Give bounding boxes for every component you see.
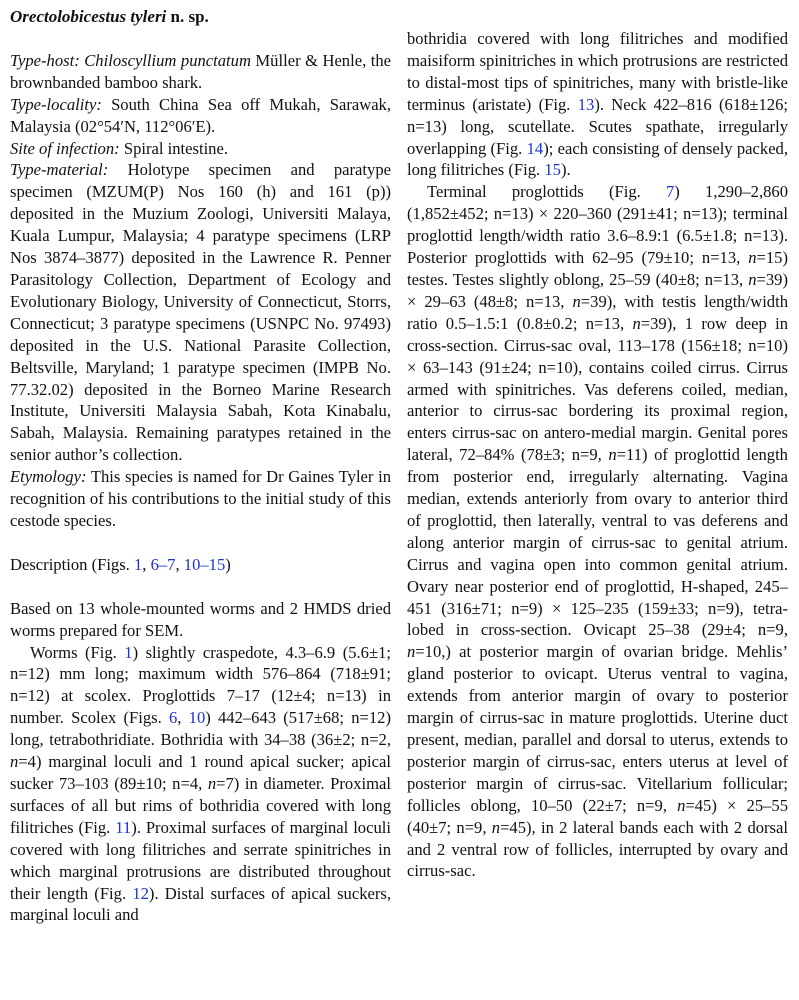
fig-link-12[interactable]: 12 xyxy=(132,883,149,903)
text-run: , xyxy=(177,708,189,728)
type-host-paragraph xyxy=(10,50,391,94)
type-host-label: Type-host: xyxy=(10,50,80,70)
text-run: =4) marginal loculi and 1 round apical sucker; apical sucker 73–103 (89±10; n=4, xyxy=(10,752,391,793)
site-of-infection-paragraph xyxy=(10,138,391,160)
italic-n: n xyxy=(207,774,217,793)
text-run: ). Proximal surfaces of marginal loculi covered with long filitriches and serrate spinitriches in which marginal protrusions are distributed throughout their length (Fig. xyxy=(10,817,391,903)
fig-link-6[interactable]: 6 xyxy=(169,708,178,728)
type-material-label: Type-material: xyxy=(10,160,109,180)
text-run: ) 442–643 (517±68; n=12) long, tetrabothridiate. Bothridia with 34–38 (36±2; n=2, xyxy=(10,708,391,750)
worms-paragraph xyxy=(10,642,391,927)
italic-n: n xyxy=(608,445,617,465)
separator: , xyxy=(175,554,184,574)
italic-n: n xyxy=(632,313,641,333)
etymology-paragraph xyxy=(10,466,391,532)
text-run: =11) of proglottid length from posterior end, irregularly alternating. Vagina median, extends anteriorly from ovary to anterior third of proglottid, then laterally, ventral to vas deferens and along anterior margin of cirrus-sac to genital atrium. Cirrus and vagina open into common genital atrium. Ovary near posterior end of proglottid, H-shaped, 245–451 (316±71; n=9) × 125–235 (159±33; n=9), tetra-lobed in cross-section. Ovicapt 25–38 (29±4; n=9, xyxy=(407,445,788,640)
worms-paragraph-continued xyxy=(407,28,788,181)
site-of-infection-text: Spiral intestine. xyxy=(119,138,228,158)
italic-n: n xyxy=(677,795,686,815)
type-material-text: Holotype specimen and paratype specimen (MZUM(P) Nos 160 (h) and 161 (p)) deposited in the Muzium Zoologi, Universiti Malaya, Kuala Lumpur, Malaysia; 4 paratype specimens (LRP Nos 3874–3877) deposited in the Lawrence R. Penner Parasitology Collection, Department of Ecology and Evolutionary Biology, University of Connecticut, Storrs, Connecticut; 3 paratype specimens (USNPC No. 97493) deposited in the U.S. National Parasite Collection, Beltsville, Maryland; 1 paratype specimen (IMPB No. 77.32.02) deposited in the Borneo Marine Research Institute, Universiti Malaysia Sabah, Kota Kinabalu, Sabah, Malaysia. Remaining paratypes retained in the senior author’s collection. xyxy=(10,160,391,465)
text-run: =45), in 2 lateral bands each with 2 dorsal and 2 ventral row of follicles, interrupted by ovary and cirrus-sac. xyxy=(407,817,788,881)
italic-n: n xyxy=(10,752,19,772)
spacer xyxy=(10,576,391,598)
terminal-proglottids-paragraph xyxy=(407,181,788,882)
basis-paragraph: Based on 13 whole-mounted worms and 2 HMDS dried worms prepared for SEM. xyxy=(10,598,391,640)
text-run: ) 1,290–2,860 (1,852±452; n=13) × 220–360 (291±41; n=13); terminal proglottid length/width ratio 3.6–8.9:1 (6.5±1.8; n=13). Posterior proglottids with 62–95 (79±10; n=13, xyxy=(407,182,788,268)
type-material-paragraph xyxy=(10,159,391,466)
type-host-text: Müller & Henle, the brownbanded bamboo shark. xyxy=(10,50,391,92)
text-run: ). xyxy=(560,160,571,180)
text-run: =15) testes. Testes slightly oblong, 25–59 (40±8; n=13, xyxy=(407,248,788,289)
text-run: Worms (Fig. xyxy=(30,642,125,662)
right-column xyxy=(407,28,788,882)
fig-link-14[interactable]: 14 xyxy=(526,138,544,158)
italic-n: n xyxy=(407,642,416,662)
type-locality-text: South China Sea off Mukah, Sarawak, Malaysia (02°54′N, 112°06′E). xyxy=(10,94,391,136)
type-locality-paragraph xyxy=(10,94,391,138)
text-run: =39), 1 row deep in cross-section. Cirrus-sac oval, 113–178 (156±18; n=10) × 63–143 (91±24; n=10), contains coiled cirrus. Cirrus armed with spinitriches. Vas deferens coiled, median, anterior to cirrus-sac bordering its proximal region, enters cirrus-sac on antero-medial margin. Genital pores lateral, 72–84% (78±3; n=9, xyxy=(407,313,788,465)
text-run: =45) × 25–55 (40±7; n=9, xyxy=(407,795,789,837)
fig-link-10[interactable]: 10 xyxy=(188,708,206,728)
species-title xyxy=(10,6,391,28)
fig-link-1[interactable]: 1 xyxy=(124,642,133,662)
etymology-text: This species is named for Dr Gaines Tyler in recognition of his contributions to the initial study of this cestode species. xyxy=(10,467,391,530)
fig-link-11[interactable]: 11 xyxy=(115,817,132,837)
fig-link-13[interactable]: 13 xyxy=(577,94,595,114)
species-name: Orectolobicestus tyleri xyxy=(10,7,167,26)
text-run: ); each consisting of densely packed, long filitriches (Fig. xyxy=(407,138,788,180)
species-suffix: n. sp. xyxy=(166,7,209,26)
fig-link-1[interactable]: 1 xyxy=(133,554,143,574)
italic-n: n xyxy=(491,817,501,837)
text-run: =7) in diameter. Proximal surfaces of all but rims of bothridia covered with long filitriches (Fig. xyxy=(10,774,392,837)
text-run: =39) × 29–63 (48±8; n=13, xyxy=(407,269,788,311)
fig-link-6-7[interactable]: 6–7 xyxy=(150,554,176,574)
description-heading-prefix: Description (Figs. xyxy=(10,554,134,574)
text-run: bothridia covered with long filitriches and modified maisiform spinitriches in which protrusions are restricted to distal-most tips of spinitriches, many with bristle-like terminus (aristate) (Fig. xyxy=(407,29,788,114)
italic-n: n xyxy=(572,291,581,311)
text-run: Terminal proglottids (Fig. xyxy=(427,182,666,202)
fig-link-15[interactable]: 15 xyxy=(544,160,561,180)
italic-n: n xyxy=(748,248,757,268)
fig-link-7[interactable]: 7 xyxy=(666,182,675,202)
spacer xyxy=(10,532,391,554)
description-heading-suffix: ) xyxy=(225,554,231,574)
fig-link-10-15[interactable]: 10–15 xyxy=(183,554,226,574)
text-run: ). Neck 422–816 (618±126; n=13) long, scutellate. Scutes spathate, irregularly overlapping (Fig. xyxy=(407,94,788,158)
description-heading xyxy=(10,554,391,576)
type-locality-label: Type-locality: xyxy=(10,94,102,114)
etymology-label: Etymology: xyxy=(10,467,87,487)
host-species: Chiloscyllium punctatum xyxy=(84,50,251,70)
text-run: =10,) at posterior margin of ovarian bridge. Mehlis’ gland posterior to ovicapt. Uterus ventral to vagina, extends from anterior margin of ovary to posterior margin of cirrus-sac in mature proglottids. Uterine duct present, median, parallel and dorsal to uterus, extends to posterior margin of cirrus-sac, enters uterus at level of posterior margin of cirrus-sac. Vitellarium follicular; follicles oblong, 10–50 (22±7; n=9, xyxy=(407,642,788,815)
text-run: ). Distal surfaces of apical suckers, marginal loculi and xyxy=(10,883,391,925)
text-run: ) slightly craspedote, 4.3–6.9 (5.6±1; n=12) mm long; maximum width 576–864 (718±91; n=12) at scolex. Proglottids 7–17 (12±4; n=13) in number. Scolex (Figs. xyxy=(10,642,391,728)
separator: , xyxy=(142,554,151,574)
italic-n: n xyxy=(748,269,757,289)
left-column xyxy=(10,6,391,926)
text-run: =39), with testis length/width ratio 0.5–1.5:1 (0.8±0.2; n=13, xyxy=(407,291,789,333)
site-of-infection-label: Site of infection: xyxy=(10,138,120,158)
